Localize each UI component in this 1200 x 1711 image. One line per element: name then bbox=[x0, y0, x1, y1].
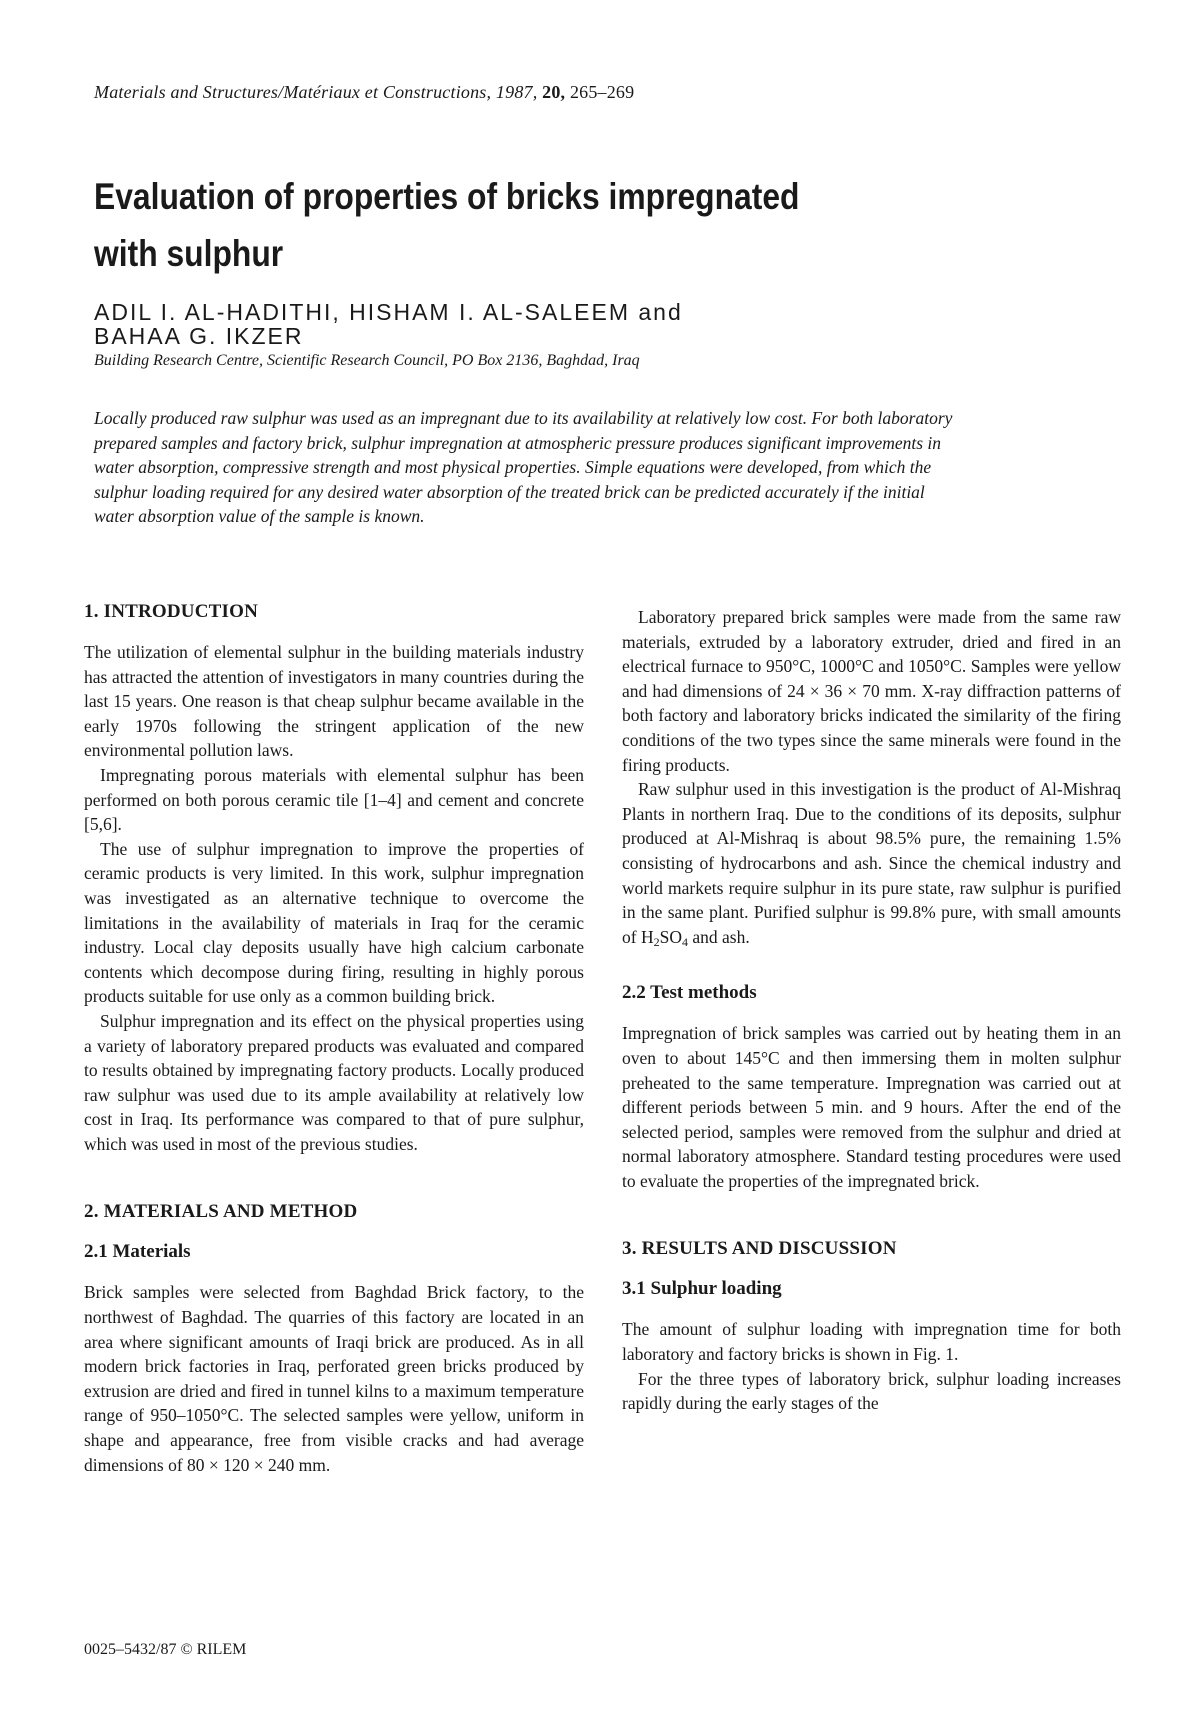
authors-line-2: BAHAA G. IKZER bbox=[94, 323, 304, 349]
journal-citation bbox=[94, 82, 1114, 103]
authors-line-1: ADIL I. AL-HADITHI, HISHAM I. AL-SALEEM and bbox=[94, 299, 683, 325]
intro-paragraph-2: Impregnating porous materials with elemental sulphur has been performed on both porous ceramic tile [1–4] and cement and concrete [5,6]. bbox=[84, 764, 584, 835]
right-column bbox=[622, 605, 1121, 1416]
test-methods-paragraph: Impregnation of brick samples was carried out by heating them in an oven to about 145°C and then immersing them in molten sulphur preheated to the same temperature. Impregnation was carried out at different periods between 5 min. and 9 hours. After the end of the selected period, samples were removed from the sulphur and dried at normal laboratory atmosphere. Standard testing procedures were used to evaluate the properties of the impregnated brick. bbox=[622, 1023, 1121, 1191]
journal-year: 1987, bbox=[495, 82, 538, 102]
paper-title: Evaluation of properties of bricks impregnated with sulphur bbox=[94, 176, 800, 274]
journal-pages: 265–269 bbox=[569, 82, 635, 102]
intro-paragraph-3: The use of sulphur impregnation to improve the properties of ceramic products is very limited. In this work, sulphur impregnation was investigated as an alternative technique to overcome the limitations in the availability of materials in Iraq for the ceramic industry. Local clay deposits usually have high calcium carbonate contents which decompose during firing, resulting in highly porous products suitable for use only as a common building brick. bbox=[84, 838, 584, 1007]
materials-paragraph-3: Raw sulphur used in this investigation is the product of Al-Mishraq Plants in northern Iraq. Due to the conditions of its deposits, sulphur produced at Al-Mishraq is about 98.5% pure, the remaining 1.5% consisting of hydrocarbons and ash. Since the chemical industry and world markets require sulphur in its pure state, raw sulphur is purified in the same plant. Purified sulphur is 99.8% pure, with small amounts of $H_2SO_4$ and ash. bbox=[622, 779, 1121, 949]
loading-paragraph-2: For the three types of laboratory brick, sulphur loading increases rapidly during the early stages of the bbox=[622, 1368, 1121, 1414]
copyright-footer: 0025–5432/87 © RILEM bbox=[84, 1641, 247, 1658]
abstract: Locally produced raw sulphur was used as an impregnant due to its availability at relatively low cost. For both laboratory prepared samples and factory brick, sulphur impregnation at atmospheric pressure produces significant improvements in water absorption, compressive strength and most physical properties. Simple equations were developed, from which the sulphur loading required for any desired water absorption of the treated brick can be predicted accurately if the initial water absorption value of the sample is known. bbox=[94, 408, 953, 527]
materials-heading: 2.1 Materials bbox=[84, 1241, 191, 1263]
affiliation: Building Research Centre, Scientific Research Council, PO Box 2136, Baghdad, Iraq bbox=[94, 352, 640, 369]
journal-volume: 20, bbox=[542, 82, 566, 102]
intro-paragraph-4: Sulphur impregnation and its effect on the physical properties using a variety of laboratory prepared products was evaluated and compared to results obtained by impregnating factory products. Locally produced raw sulphur was used due to its ample availability at relatively low cost in Iraq. Its performance was compared to that of pure sulphur, which was used in most of the previous studies. bbox=[84, 1010, 584, 1154]
loading-paragraph-1: The amount of sulphur loading with impregnation time for both laboratory and factory bricks is shown in Fig. 1. bbox=[622, 1319, 1121, 1365]
introduction-heading: 1. INTRODUCTION bbox=[84, 601, 259, 622]
results-heading: 3. RESULTS AND DISCUSSION bbox=[622, 1238, 897, 1260]
materials-paragraph-2: Laboratory prepared brick samples were made from the same raw materials, extruded by a laboratory extruder, dried and fired in an electrical furnace to 950°C, 1000°C and 1050°C. Samples were yellow and had dimensions of 24 × 36 × 70 mm. X-ray diffraction patterns of both factory and laboratory bricks indicated the similarity of the firing conditions of the two types since the same minerals were found in the firing products. bbox=[622, 607, 1121, 775]
journal-name: Materials and Structures/Matériaux et Constructions, bbox=[94, 82, 492, 102]
intro-paragraph-1: The utilization of elemental sulphur in the building materials industry has attracted the attention of investigators in many countries during the last 15 years. One reason is that cheap sulphur became available in the early 1970s following the stringent application of the new environmental pollution laws. bbox=[84, 642, 584, 761]
materials-paragraph-1: Brick samples were selected from Baghdad Brick factory, to the northwest of Baghdad. The quarries of this factory are located in an area where significant amounts of Iraqi brick are produced. As in all modern brick factories in Iraq, perforated green bricks produced by extrusion are dried and fired in tunnel kilns to a maximum temperature range of 950–1050°C. The selected samples were yellow, uniform in shape and appearance, free from visible cracks and had average dimensions of 80 × 120 × 240 mm. bbox=[84, 1282, 584, 1475]
authors bbox=[94, 300, 994, 348]
test-methods-heading: 2.2 Test methods bbox=[622, 982, 757, 1004]
left-column bbox=[84, 600, 584, 1477]
methods-heading: 2. MATERIALS AND METHOD bbox=[84, 1201, 358, 1223]
sulphur-loading-heading: 3.1 Sulphur loading bbox=[622, 1278, 782, 1300]
